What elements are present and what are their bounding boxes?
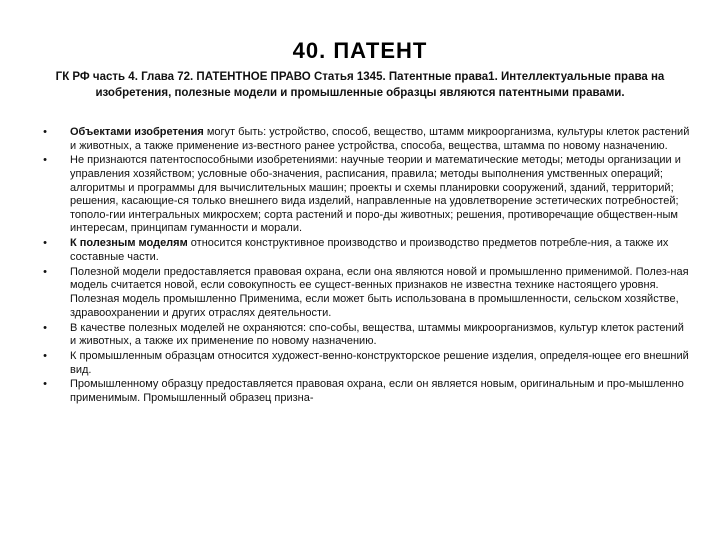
list-item-text: Промышленному образцу предоставляется правовая охрана, если он является новым, оригинальным и про-мышленно применимым. Промышленный образец призна- [70, 378, 684, 405]
law-citation-heading: ГК РФ часть 4. Глава 72. ПАТЕНТНОЕ ПРАВО Статья 1345. Патентные права1. Интеллектуальные права на изобретения, полезные модели и промышленные образцы являются патентными правами. [55, 71, 665, 99]
list-item-lead: Объектами изобретения [70, 126, 204, 138]
bullet-icon: • [43, 349, 47, 362]
list-item-text: В качестве полезных моделей не охраняются: спо-собы, вещества, штаммы микроорганизмов, культур клеток растений и животных, а также их применение по новому назначению. [70, 321, 684, 348]
list-item-lead: К полезным моделям [70, 237, 188, 250]
list-item [40, 322, 690, 349]
list-item [40, 378, 690, 405]
list-item [40, 350, 690, 377]
bullet-icon: • [43, 154, 47, 167]
page-title: 40. ПАТЕНТ [292, 38, 428, 63]
bullet-icon: • [43, 265, 47, 278]
list-item [40, 154, 690, 236]
list-item-text: Не признаются патентоспособными изобретениями: научные теории и математические методы; методы организации и управления хозяйством; условные обо-значения, расписания, правила; методы выполнения умственных операций; алгоритмы и программы для вычислительных машин; проекты и схемы планировки сооружений, зданий, территорий; решения, касающие-ся только внешнего вида изделий, направленные на удовлетворение эстетических потребностей; тополо-гии интегральных микросхем; сорта растений и поро-ды животных; решения, противоречащие обществен-ным интересам, принципам гуманности и морали. [70, 154, 681, 235]
bullet-list [40, 126, 690, 407]
bullet-icon: • [43, 126, 47, 138]
bullet-icon: • [43, 237, 47, 250]
list-item [40, 266, 690, 320]
list-item [40, 126, 690, 153]
list-item-text: К промышленным образцам относится художест-венно-конструкторское решение изделия, определя-ющее его внешний вид. [70, 349, 689, 376]
list-item-text: Полезной модели предоставляется правовая охрана, если она являются новой и промышленно применимой. Полез-ная модель считается новой, если совокупность ее сущест-венных признаков не известна технике настоящего уровня. Полезная модель промышленно Применима, если может быть использована в промышленности, сельском хозяйстве, здравоохранении и других отраслях деятельности. [70, 265, 689, 319]
bullet-icon: • [43, 321, 47, 334]
bullet-icon: • [43, 378, 47, 391]
list-item-text: относится конструктивное производство и производство предметов потребле-ния, а также их составные части. [70, 237, 669, 263]
list-item-text: могут быть: устройство, способ, вещество, штамм микроорганизма, культуры клеток растений и животных, а также применение из-вестного ранее устройства, способа, вещества, штамма по новому назначению. [70, 126, 690, 152]
list-item [40, 237, 690, 264]
